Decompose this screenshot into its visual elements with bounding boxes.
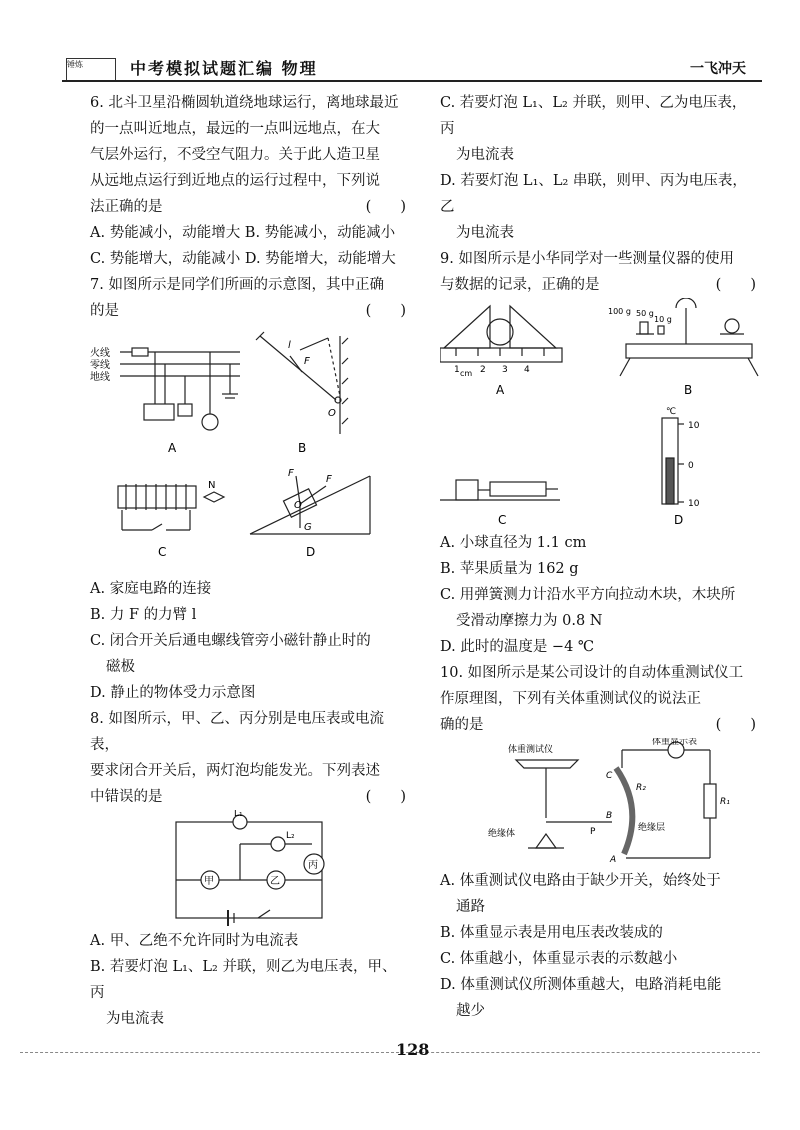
q7-line-2-text: 的是 [90, 303, 119, 319]
q9-therm-0: 0 [688, 461, 694, 471]
q7-line-1: 7. 如图所示是同学们所画的示意图，其中正确 [90, 277, 384, 293]
q9-therm-10: 10 [688, 421, 700, 431]
q7-label-live: 火线 [90, 348, 110, 359]
q9-tick-1: 1 [454, 365, 460, 375]
q8-meter-bing: 丙 [308, 860, 318, 871]
q7-caption-a: A [168, 441, 177, 455]
q9-option-a: A. 小球直径为 1.1 cm [440, 535, 587, 551]
q10-label-r1: R₁ [720, 797, 730, 807]
q8-circuit [90, 810, 410, 928]
q7-label-f: F [304, 356, 310, 367]
q9-line-2-text: 与数据的记录，正确的是 [440, 277, 600, 293]
q6-option-cd: C. 势能增大，动能减小 D. 势能增大，动能增大 [90, 251, 396, 267]
q9-weight-10: 10 g [654, 315, 672, 324]
q10-option-c: C. 体重越小，体重显示表的示数越小 [440, 951, 678, 967]
q10-option-d-cont: 越少 [456, 1003, 485, 1019]
q8-option-b-cont: 为电流表 [106, 1011, 164, 1027]
q10-label-insulator: 绝缘体 [488, 829, 516, 839]
q10-label-device: 体重测试仪 [508, 745, 554, 755]
q8-line-3-text: 中错误的是 [90, 789, 163, 805]
q9-line-2 [440, 272, 760, 298]
q9-therm-unit: ℃ [666, 407, 677, 417]
q9-option-c: C. 用弹簧测力计沿水平方向拉动木块，木块所 [440, 587, 736, 603]
q10-option-a: A. 体重测试仪电路由于缺少开关，始终处于 [440, 873, 721, 889]
q9-weight-100: 100 g [608, 307, 631, 316]
q10-option-d: D. 体重测试仪所测体重越大，电路消耗电能 [440, 977, 722, 993]
q10-line-3-text: 确的是 [440, 717, 484, 733]
q6-line-5-text: 法正确的是 [90, 199, 163, 215]
q10-label-display: 体重显示表 [652, 738, 698, 747]
question-6 [90, 90, 410, 272]
q8-meter-jia: 甲 [204, 876, 214, 887]
q9-answer-blank[interactable]: ( ) [715, 277, 756, 293]
q7-option-c-cont: 磁极 [106, 659, 135, 675]
q7-caption-d: D [306, 545, 316, 559]
q9-option-d: D. 此时的温度是 −4 ℃ [440, 639, 595, 655]
header-title: 中考模拟试题汇编 物理 [130, 59, 318, 78]
q9-tick-3: 3 [502, 365, 508, 375]
q9-option-b: B. 苹果质量为 162 g [440, 561, 579, 577]
footer-rule [20, 1052, 760, 1053]
q8-line-3 [90, 784, 410, 810]
q8-label-l1: L₁ [234, 810, 243, 819]
q10-line-2: 作原理图，下列有关体重测试仪的说法正 [440, 691, 701, 707]
q10-line-1: 10. 如图所示是某公司设计的自动体重测试仪工 [440, 665, 744, 681]
q8-option-d: D. 若要灯泡 L₁、L₂ 串联，则甲、丙为电压表，乙 [440, 173, 747, 215]
q7-option-c: C. 闭合开关后通电螺线管旁小磁针静止时的 [90, 633, 371, 649]
q8-option-c-cont: 为电流表 [456, 147, 514, 163]
q6-line-3: 气层外运行，不受空气阻力。关于此人造卫星 [90, 147, 380, 163]
q6-line-2: 的一点叫近地点，最远的一点叫远地点，在大 [90, 121, 380, 137]
q8-option-b: B. 若要灯泡 L₁、L₂ 并联，则乙为电压表，甲、丙 [90, 959, 397, 1001]
q10-line-3 [440, 712, 760, 738]
q9-caption-c: C [498, 513, 507, 527]
q7-option-d: D. 静止的物体受力示意图 [90, 685, 256, 701]
question-10 [440, 660, 760, 1024]
q9-diagram-a [440, 306, 562, 362]
q7-label-neutral: 零线 [90, 360, 110, 371]
q7-option-b: B. 力 F 的力臂 l [90, 607, 197, 623]
header-rule [62, 80, 762, 82]
question-9 [440, 246, 760, 660]
q7-label-o2: O [294, 500, 302, 511]
q8-label-l2: L₂ [286, 831, 295, 841]
q6-line-4: 从远地点运行到近地点的运行过程中，下列说 [90, 173, 380, 189]
q10-option-b: B. 体重显示表是用电压表改装成的 [440, 925, 663, 941]
q10-option-a-cont: 通路 [456, 899, 485, 915]
q9-caption-b: B [684, 383, 693, 397]
q7-label-ground: 地线 [90, 372, 110, 383]
left-column [90, 90, 410, 1032]
q9-tick-4: 4 [524, 365, 530, 375]
page-number: 128 [396, 1040, 430, 1059]
q9-diagrams [440, 298, 760, 530]
q8-option-d-cont: 为电流表 [456, 225, 514, 241]
q7-label-ff: F [326, 474, 332, 485]
q9-tick-2: 2 [480, 365, 486, 375]
header-logo-text: 锤炼 [67, 60, 83, 69]
q8-line-1: 8. 如图所示，甲、乙、丙分别是电压表或电流表， [90, 711, 384, 753]
q9-caption-d: D [674, 513, 684, 527]
q7-label-n: N [208, 480, 216, 491]
question-8 [90, 706, 410, 1032]
q8-meter-yi: 乙 [270, 876, 280, 887]
q9-caption-a: A [496, 383, 505, 397]
q8-option-c: C. 若要灯泡 L₁、L₂ 并联，则甲、乙为电压表，丙 [440, 95, 747, 137]
q9-diagram-c [440, 480, 560, 500]
q10-answer-blank[interactable]: ( ) [715, 717, 756, 733]
q9-weight-50: 50 g [636, 309, 654, 318]
q10-circuit [440, 738, 760, 868]
q8-answer-blank[interactable]: ( ) [365, 789, 406, 805]
q9-line-1: 9. 如图所示是小华同学对一些测量仪器的使用 [440, 251, 734, 267]
q10-label-r2: R₂ [636, 783, 646, 793]
question-8-continued [440, 90, 760, 246]
q7-diagram-a [120, 348, 240, 430]
q7-answer-blank[interactable]: ( ) [365, 303, 406, 319]
q7-label-g: G [304, 522, 312, 533]
q7-caption-c: C [158, 545, 167, 559]
q9-option-c-cont: 受滑动摩擦力为 0.8 N [456, 613, 603, 629]
q8-figure [90, 810, 410, 928]
q7-figure [90, 324, 410, 576]
q9-figure [440, 298, 760, 530]
q7-label-o: O [328, 408, 336, 419]
header-series-name: 一飞冲天 [690, 61, 746, 77]
q8-option-a: A. 甲、乙绝不允许同时为电流表 [90, 933, 299, 949]
q7-caption-b: B [298, 441, 307, 455]
header-logo [66, 58, 116, 82]
q9-diagram-d [662, 418, 684, 504]
q9-tick-cm: cm [460, 369, 473, 378]
q10-label-a: A [610, 855, 617, 865]
right-column [440, 90, 760, 1024]
q7-label-fn: F [288, 468, 294, 479]
q6-option-ab: A. 势能减小，动能增大 B. 势能减小，动能减小 [90, 225, 396, 241]
q10-label-c: C [606, 771, 613, 781]
q9-therm-minus10: 10 [688, 499, 700, 509]
q6-line-1: 6. 北斗卫星沿椭圆轨道绕地球运行，离地球最近 [90, 95, 399, 111]
q10-label-layer: 绝缘层 [638, 823, 666, 833]
q7-option-a: A. 家庭电路的连接 [90, 581, 212, 597]
q6-line-5 [90, 194, 410, 220]
q7-diagrams [90, 324, 410, 576]
q8-line-2: 要求闭合开关后，两灯泡均能发光。下列表述 [90, 763, 380, 779]
q7-line-2 [90, 298, 410, 324]
q7-label-l: l [288, 340, 291, 351]
q10-label-p: P [590, 827, 596, 837]
question-7 [90, 272, 410, 706]
q10-figure [440, 738, 760, 868]
q6-answer-blank[interactable]: ( ) [365, 199, 406, 215]
q10-label-b: B [606, 811, 613, 821]
